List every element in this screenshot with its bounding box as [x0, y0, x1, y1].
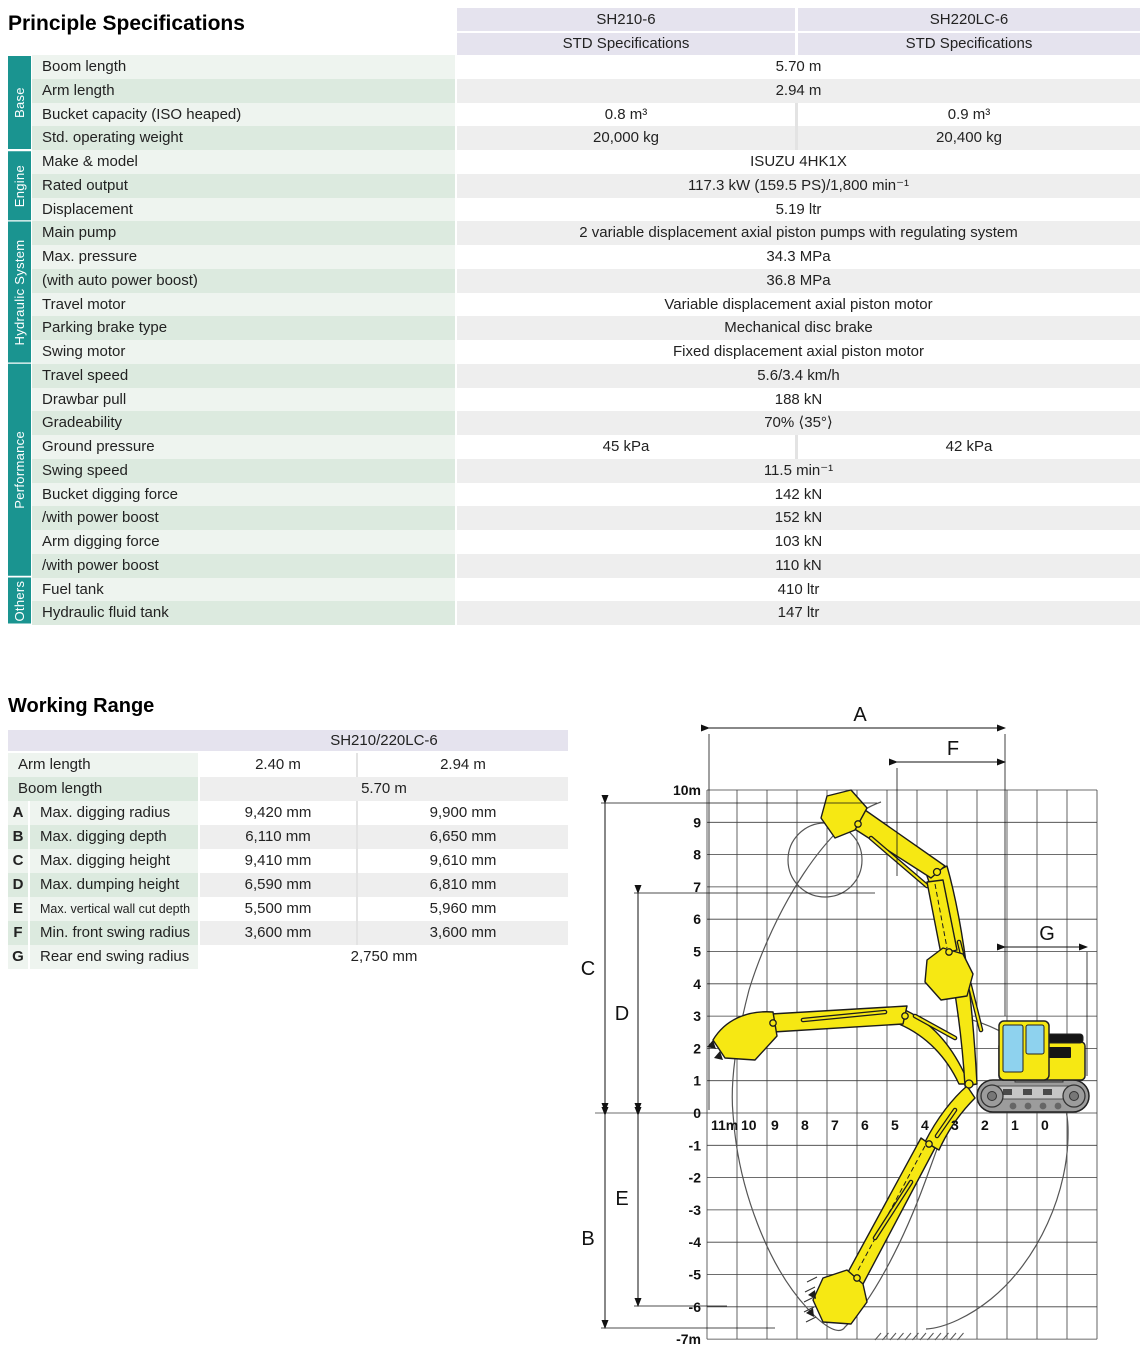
range-row-value-2: 9,610 mm [358, 849, 568, 873]
working-range-title: Working Range [8, 695, 155, 717]
range-row-value-2: 2.94 m [358, 753, 568, 777]
x-axis-label: 7 [831, 1117, 839, 1133]
spec-row-label: Hydraulic fluid tank [32, 601, 455, 625]
spec-header-model: SH210-6 [457, 8, 795, 31]
spec-row-value-sh210: 20,000 kg [457, 126, 795, 150]
range-row-value-1: 5,500 mm [200, 897, 356, 921]
spec-row-value: 110 kN [457, 554, 1140, 578]
spec-row-label: Rated output [32, 174, 455, 198]
y-axis-label: 4 [693, 975, 701, 992]
x-axis-label: 10 [741, 1117, 757, 1133]
y-axis-label: 7 [693, 878, 701, 895]
spec-row-value: 5.19 ltr [457, 198, 1140, 222]
range-row-value-2: 3,600 mm [358, 921, 568, 945]
spec-row-label: Boom length [32, 55, 455, 79]
dim-letter-g: G [1039, 923, 1055, 945]
dim-letter-a: A [853, 704, 867, 726]
y-axis-label: -5 [688, 1266, 701, 1283]
spec-row-label: Fuel tank [32, 578, 455, 602]
arm-pose-max-height [821, 790, 981, 1086]
range-row-key: E [8, 897, 28, 921]
range-row-value-2: 6,810 mm [358, 873, 568, 897]
group-label-engine: Engine [8, 151, 31, 220]
spec-row-label: Arm length [32, 79, 455, 103]
excavator-tracks [977, 1080, 1089, 1112]
arm-pose-max-depth [804, 1086, 975, 1324]
y-axis-label: 8 [693, 846, 701, 863]
spec-row-value-sh220lc: 42 kPa [798, 435, 1140, 459]
group-label-hydraulic-system: Hydraulic System [8, 222, 31, 363]
spec-row-value: 117.3 kW (159.5 PS)/1,800 min⁻¹ [457, 174, 1140, 198]
range-row-label: Max. vertical wall cut depth [30, 897, 198, 921]
y-axis-label: -3 [688, 1201, 701, 1218]
spec-row-value: 188 kN [457, 388, 1140, 412]
spec-row-label: Ground pressure [32, 435, 455, 459]
x-axis-label: 9 [771, 1117, 779, 1133]
spec-row-label: Arm digging force [32, 530, 455, 554]
range-row-label: Max. dumping height [30, 873, 198, 897]
y-axis-label: -7m [676, 1331, 701, 1348]
spec-row-label: Main pump [32, 221, 455, 245]
dim-letter-f: F [946, 738, 960, 760]
group-label-base: Base [8, 56, 31, 149]
spec-row-label: Swing motor [32, 340, 455, 364]
range-row-label: Max. digging depth [30, 825, 198, 849]
spec-row-value: Fixed displacement axial piston motor [457, 340, 1140, 364]
spec-row-label: Travel speed [32, 364, 455, 388]
range-row-key: G [8, 945, 28, 969]
range-row-label: Rear end swing radius [30, 945, 198, 969]
dim-letter-c: C [580, 958, 596, 980]
range-row-value-1: 2.40 m [200, 753, 356, 777]
spec-row-label: Bucket digging force [32, 483, 455, 507]
y-axis-label: 0 [693, 1105, 701, 1121]
spec-row-value-sh210: 0.8 m³ [457, 103, 795, 127]
spec-row-value: 147 ltr [457, 601, 1140, 625]
range-row-label: Max. digging radius [30, 801, 198, 825]
range-row-value-2: 5,960 mm [358, 897, 568, 921]
range-row-label: Arm length [8, 753, 198, 777]
x-axis-label: 6 [861, 1117, 869, 1133]
spec-row-value: 410 ltr [457, 578, 1140, 602]
principle-specifications-title: Principle Specifications [8, 12, 245, 35]
spec-row-value-sh210: 45 kPa [457, 435, 795, 459]
spec-row-value: 11.5 min⁻¹ [457, 459, 1140, 483]
engine-hood-vent [1045, 1034, 1083, 1043]
x-axis-label: 2 [981, 1117, 989, 1133]
arm-pose-max-reach [707, 1006, 969, 1084]
spec-row-label: Std. operating weight [32, 126, 455, 150]
range-row-value-1: 6,590 mm [200, 873, 356, 897]
cab-window-rear [1026, 1025, 1044, 1054]
spec-header-model: SH220LC-6 [798, 8, 1140, 31]
group-label-performance: Performance [8, 364, 31, 576]
range-row-value-1: 3,600 mm [200, 921, 356, 945]
spec-row-value: ISUZU 4HK1X [457, 150, 1140, 174]
spec-row-label: Displacement [32, 198, 455, 222]
range-row-key: A [8, 801, 28, 825]
spec-row-label: /with power boost [32, 554, 455, 578]
spec-header-subtitle: STD Specifications [457, 33, 795, 55]
range-row-value-2: 6,650 mm [358, 825, 568, 849]
spec-header-subtitle: STD Specifications [798, 33, 1140, 55]
range-row-value-1: 9,420 mm [200, 801, 356, 825]
x-axis-label: 8 [801, 1117, 809, 1133]
dim-letter-b: B [581, 1228, 595, 1250]
group-label-others: Others [8, 578, 31, 624]
y-axis-label: 6 [693, 911, 701, 928]
y-axis-label: -1 [688, 1137, 701, 1154]
spec-row-value: 152 kN [457, 506, 1140, 530]
spec-row-value: 2 variable displacement axial piston pumps with regulating system [457, 221, 1140, 245]
spec-row-label: Make & model [32, 150, 455, 174]
spec-row-value: 142 kN [457, 483, 1140, 507]
x-axis-label: 0 [1041, 1117, 1049, 1133]
x-axis-label: 4 [921, 1117, 929, 1133]
y-axis-label: 5 [693, 943, 701, 960]
y-axis-label: -4 [688, 1234, 701, 1251]
spec-row-label: Gradeability [32, 411, 455, 435]
spec-row-value: 5.70 m [457, 55, 1140, 79]
cab-window-front [1003, 1025, 1023, 1072]
spec-row-label: Max. pressure [32, 245, 455, 269]
range-row-key: F [8, 921, 28, 945]
range-row-key: C [8, 849, 28, 873]
y-axis-label: 9 [693, 814, 701, 831]
spec-row-value: 2.94 m [457, 79, 1140, 103]
range-row-value: 2,750 mm [200, 945, 568, 969]
range-row-key: B [8, 825, 28, 849]
x-axis-label: 3 [951, 1117, 959, 1133]
spec-row-value: Variable displacement axial piston motor [457, 293, 1140, 317]
spec-row-value: Mechanical disc brake [457, 316, 1140, 340]
x-axis-label: 11m [711, 1117, 739, 1133]
excavator-machine [707, 790, 1089, 1324]
spec-row-label: Swing speed [32, 459, 455, 483]
range-row-value: 5.70 m [200, 777, 568, 801]
y-axis-label: -6 [688, 1298, 701, 1315]
spec-row-value: 5.6/3.4 km/h [457, 364, 1140, 388]
swing-radius-arc [788, 823, 862, 897]
y-axis-label: 10m [672, 782, 701, 798]
dim-letter-e: E [615, 1188, 629, 1210]
spec-row-label: /with power boost [32, 506, 455, 530]
y-axis-label: 1 [693, 1072, 701, 1089]
range-row-label: Min. front swing radius [30, 921, 198, 945]
y-axis-label: 3 [693, 1008, 701, 1025]
spec-row-label: Drawbar pull [32, 388, 455, 412]
range-row-value-1: 9,410 mm [200, 849, 356, 873]
working-range-diagram [575, 690, 1140, 1354]
y-axis-label: -2 [688, 1169, 701, 1186]
range-row-label: Max. digging height [30, 849, 198, 873]
spec-row-label: Bucket capacity (ISO heaped) [32, 103, 455, 127]
spec-row-value: 70% ⟨35°⟩ [457, 411, 1140, 435]
range-row-label: Boom length [8, 777, 198, 801]
x-axis-label: 1 [1011, 1117, 1019, 1133]
boom-foot-pivot [965, 1080, 973, 1088]
spec-row-value-sh220lc: 20,400 kg [798, 126, 1140, 150]
range-row-key: D [8, 873, 28, 897]
spec-row-label: (with auto power boost) [32, 269, 455, 293]
spec-row-label: Travel motor [32, 293, 455, 317]
dim-letter-d: D [614, 1003, 630, 1025]
y-axis-label: 2 [693, 1040, 701, 1057]
x-axis-label: 5 [891, 1117, 899, 1133]
spec-row-value: 103 kN [457, 530, 1140, 554]
working-range-model: SH210/220LC-6 [330, 732, 438, 749]
range-row-value-1: 6,110 mm [200, 825, 356, 849]
range-row-value-2: 9,900 mm [358, 801, 568, 825]
spec-row-label: Parking brake type [32, 316, 455, 340]
spec-row-value: 34.3 MPa [457, 245, 1140, 269]
spec-row-value: 36.8 MPa [457, 269, 1140, 293]
spec-row-value-sh220lc: 0.9 m³ [798, 103, 1140, 127]
